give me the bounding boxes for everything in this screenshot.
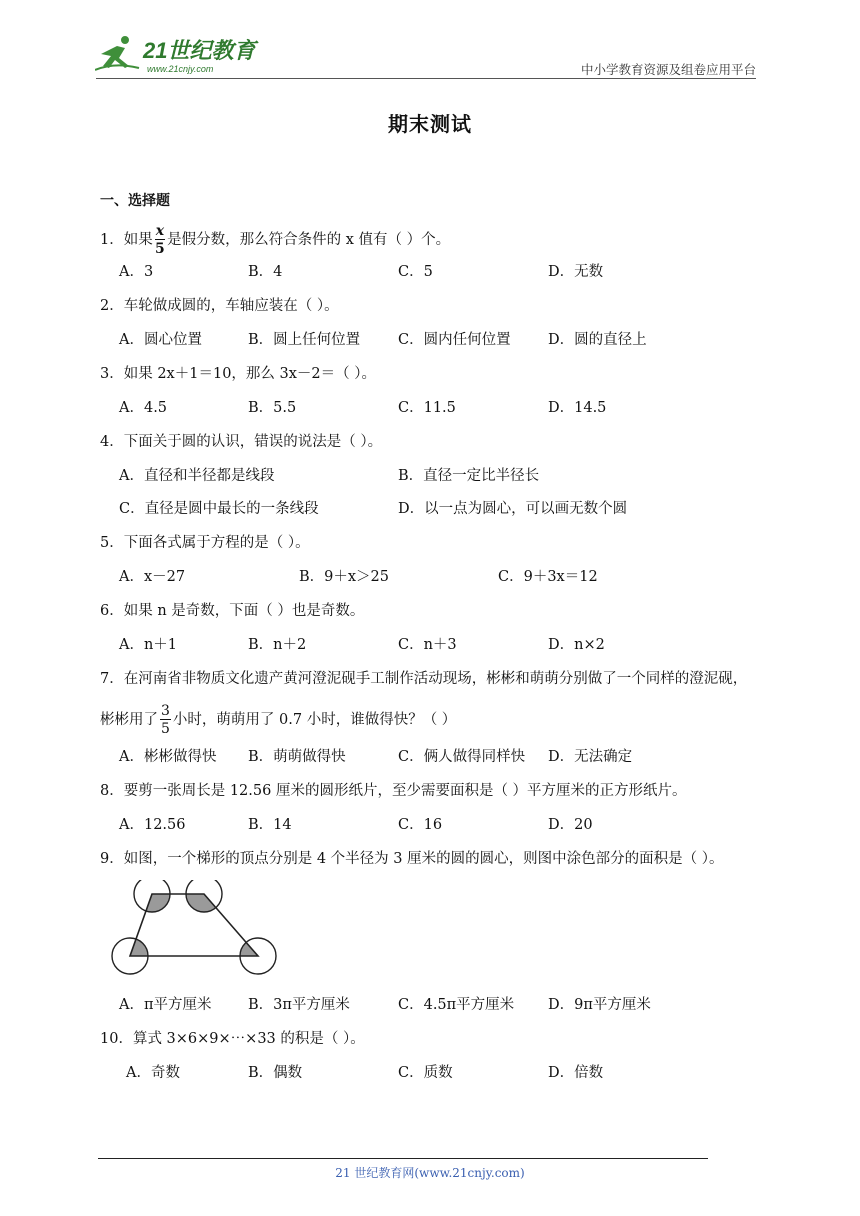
option-d: D．n×2 [548,637,605,653]
option-d: D．9π平方厘米 [548,997,651,1013]
option-b: B．偶数 [248,1065,303,1081]
option-c: C．11.5 [398,400,456,416]
footer-text: 21 世纪教育网(www.21cnjy.com) [335,1166,525,1180]
option-a: A．12.56 [119,817,186,833]
trapezoid-circles-figure [108,880,284,976]
option-b: B．14 [248,817,292,833]
option-c: C．4.5π平方厘米 [398,997,515,1013]
option-a: A．x－27 [119,569,186,585]
question-7: 7．在河南省非物质文化遗产黄河澄泥砚手工制作活动现场，彬彬和萌萌分别做了一个同样的澄泥砚， [100,671,748,687]
option-a: A．奇数 [126,1065,180,1081]
option-a: A．圆心位置 [119,332,202,348]
option-d: D．无数 [548,264,604,280]
question-5: 5．下面各式属于方程的是（ ）。 [100,535,310,551]
question-1 [100,224,450,256]
option-c: C．9＋3x＝12 [498,569,598,585]
option-b: B．9＋x＞25 [299,569,390,585]
option-b: B．4 [248,264,283,280]
option-b: B．5.5 [248,400,297,416]
option-d: D．14.5 [548,400,607,416]
fraction: $\frac{3}{5}$ [161,703,170,737]
question-text: 1．如果 [100,232,153,248]
question-text: 是假分数，那么符合条件的 x 值有（ ）个。 [167,232,451,248]
option-b: B．n＋2 [248,637,307,653]
option-d: D．圆的直径上 [548,332,647,348]
option-d: D．以一点为圆心，可以画无数个圆 [398,501,628,517]
logo-text: 21世纪教育 [143,38,256,63]
option-d: D．20 [548,817,593,833]
runner-icon [95,36,139,70]
question-10: 10．算式 3×6×9×⋯×33 的积是（ ）。 [100,1031,365,1047]
question-7-line-2: 彬彬用了 $\frac{3}{5}$ 小时，萌萌用了 0.7 小时，谁做得快？（ ） [100,703,457,737]
option-a: A．彬彬做得快 [119,749,217,765]
option-c: C．5 [398,264,433,280]
question-9: 9．如图，一个梯形的顶点分别是 4 个半径为 3 厘米的圆的圆心，则图中涂色部分的面积是（ ）。 [100,851,724,867]
page-header [0,0,860,80]
option-a: A．π平方厘米 [119,997,212,1013]
option-b: B．圆上任何位置 [248,332,361,348]
option-c: C．俩人做得同样快 [398,749,526,765]
question-6: 6．如果 n 是奇数，下面（ ）也是奇数。 [100,603,365,619]
question-3: 3．如果 2x＋1＝10，那么 3x－2＝（ ）。 [100,366,377,382]
option-b: B．3π平方厘米 [248,997,350,1013]
question-4: 4．下面关于圆的认识，错误的说法是（ ）。 [100,434,383,450]
option-a: A．3 [119,264,154,280]
section-heading: 一、选择题 [100,193,170,209]
option-b: B．直径一定比半径长 [398,468,540,484]
header-divider [96,78,756,79]
option-c: C．直径是圆中最长的一条线段 [119,501,319,517]
fraction: $\frac{x}{5}$ [155,223,165,257]
option-c: C．圆内任何位置 [398,332,511,348]
footer-divider [98,1158,708,1159]
option-c: C．16 [398,817,443,833]
option-c: C．n＋3 [398,637,457,653]
logo-url: www.21cnjy.com [147,64,214,74]
option-a: A．直径和半径都是线段 [119,468,275,484]
logo [95,32,265,76]
page-title: 期末测试 [388,112,472,136]
option-a: A．4.5 [119,400,168,416]
question-2: 2．车轮做成圆的，车轴应装在（ ）。 [100,298,339,314]
header-platform-text: 中小学教育资源及组卷应用平台 [580,62,756,77]
option-c: C．质数 [398,1065,453,1081]
option-d: D．倍数 [548,1065,604,1081]
option-d: D．无法确定 [548,749,633,765]
question-8: 8．要剪一张周长是 12.56 厘米的圆形纸片，至少需要面积是（ ）平方厘米的正方形纸片。 [100,783,687,799]
option-a: A．n＋1 [119,637,178,653]
option-b: B．萌萌做得快 [248,749,346,765]
